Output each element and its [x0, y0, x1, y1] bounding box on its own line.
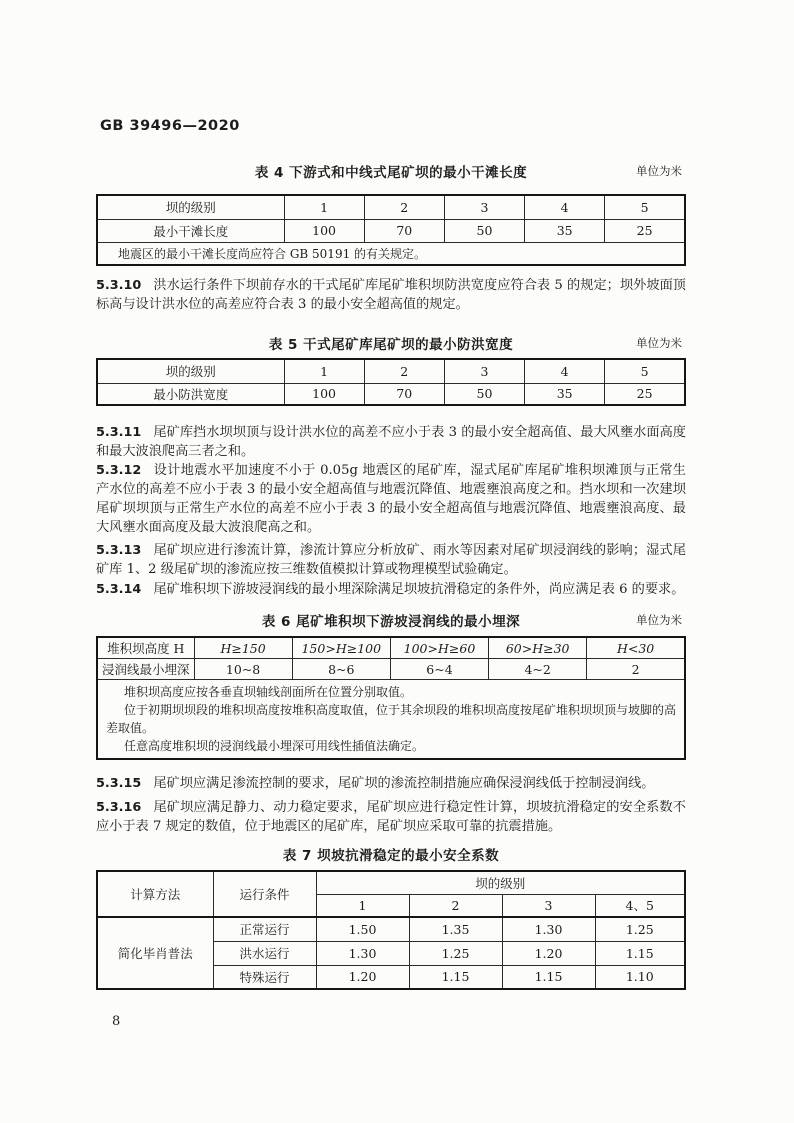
- table7-condition-header: 运行条件: [213, 871, 316, 917]
- clause-5-3-16: [96, 798, 686, 836]
- clause-5-3-15: [96, 774, 686, 793]
- table6-value-cell: 4~2: [489, 659, 587, 680]
- clause-number: 5.3.12: [96, 463, 142, 478]
- table4-value-cell: 35: [525, 219, 605, 242]
- clause-5-3-12: [96, 461, 686, 537]
- table6-header-label: 堆积坝高度 H: [97, 637, 194, 659]
- clause-text: 尾矿库挡水坝坝顶与设计洪水位的高差不应小于表 3 的最小安全超高值、最大风壅水面高度和最大波浪爬高三者之和。: [96, 425, 686, 459]
- table6-caption: 表 6 尾矿堆积坝下游坡浸润线的最小埋深: [261, 614, 521, 630]
- table5-level-cell: 4: [525, 359, 605, 383]
- table5-value-cell: 25: [605, 383, 685, 405]
- table7-value-cell: 1.25: [595, 917, 685, 941]
- table7-method-header: 计算方法: [97, 871, 213, 917]
- table6-phreatic-line-depth: [96, 636, 686, 760]
- table4-caption: 表 4 下游式和中线式尾矿坝的最小干滩长度: [254, 165, 528, 181]
- table5-level-cell: 3: [444, 359, 524, 383]
- table7-condition-cell: 洪水运行: [213, 941, 316, 965]
- table4-level-cell: 4: [525, 195, 605, 219]
- table7-value-cell: 1.15: [502, 965, 595, 989]
- table5-level-cell: 5: [605, 359, 685, 383]
- clause-5-3-14: [96, 580, 686, 599]
- table6-value-cell: 10~8: [194, 659, 292, 680]
- table5-min-flood-width: [96, 358, 686, 406]
- table5-header-label: 坝的级别: [97, 359, 284, 383]
- table4-level-cell: 1: [284, 195, 364, 219]
- table6-note-2: 位于初期坝坝段的堆积坝高度按堆积高度取值，位于其余坝段的堆积坝高度按尾矿堆积坝坝顶与坡脚的高差取值。: [106, 703, 677, 735]
- table-row: [97, 637, 685, 659]
- table4-header-label: 坝的级别: [97, 195, 284, 219]
- table4-value-cell: 25: [605, 219, 685, 242]
- table5-caption: 表 5 干式尾矿库尾矿坝的最小防洪宽度: [268, 337, 514, 353]
- table4-row-label: 最小干滩长度: [97, 219, 284, 242]
- table5-level-cell: 1: [284, 359, 364, 383]
- clause-text: 尾矿坝应满足静力、动力稳定要求，尾矿坝应进行稳定性计算，坝坡抗滑稳定的安全系数不应小于表 7 规定的数值，位于地震区的尾矿库，尾矿坝应采取可靠的抗震措施。: [96, 800, 686, 834]
- clause-text: 尾矿坝应满足渗流控制的要求，尾矿坝的渗流控制措施应确保浸润线低于控制浸润线。: [153, 776, 655, 791]
- table4-level-cell: 2: [364, 195, 444, 219]
- standard-code: GB 39496—2020: [100, 118, 240, 134]
- table-row: [97, 219, 685, 242]
- table4-caption-row: [96, 161, 686, 179]
- table-row: [97, 383, 685, 405]
- clause-number: 5.3.11: [96, 425, 142, 440]
- table7-value-cell: 1.30: [316, 941, 409, 965]
- table7-caption-row: [96, 844, 686, 862]
- table7-condition-cell: 特殊运行: [213, 965, 316, 989]
- table4-note: 地震区的最小干滩长度尚应符合 GB 50191 的有关规定。: [97, 242, 685, 265]
- table6-note-3: 任意高度堆积坝的浸润线最小埋深可用线性插值法确定。: [124, 739, 425, 753]
- table7-value-cell: 1.30: [502, 917, 595, 941]
- table-row: [97, 680, 685, 760]
- table7-value-cell: 1.10: [595, 965, 685, 989]
- table7-value-cell: 1.15: [409, 965, 502, 989]
- table-row: [97, 659, 685, 680]
- table7-value-cell: 1.25: [409, 941, 502, 965]
- table6-range-cell: 150>H≥100: [292, 637, 390, 659]
- table6-value-cell: 2: [587, 659, 685, 680]
- table7-safety-factors: [96, 870, 686, 990]
- table-row: [97, 917, 685, 941]
- clause-number: 5.3.16: [96, 800, 142, 815]
- clause-5-3-11: [96, 423, 686, 461]
- table7-caption: 表 7 坝坡抗滑稳定的最小安全系数: [282, 848, 500, 864]
- table6-notes: [97, 680, 685, 760]
- table5-value-cell: 35: [525, 383, 605, 405]
- table6-range-cell: 60>H≥30: [489, 637, 587, 659]
- table5-row-label: 最小防洪宽度: [97, 383, 284, 405]
- table4-min-dry-beach-length: [96, 194, 686, 266]
- clause-number: 5.3.13: [96, 543, 142, 558]
- table7-level-cell: 3: [502, 894, 595, 917]
- table7-group-header: 坝的级别: [316, 871, 685, 894]
- table5-value-cell: 100: [284, 383, 364, 405]
- table7-level-cell: 1: [316, 894, 409, 917]
- clause-number: 5.3.14: [96, 582, 142, 597]
- table7-level-cell: 2: [409, 894, 502, 917]
- clause-number: 5.3.15: [96, 776, 142, 791]
- clause-text: 洪水运行条件下坝前存水的干式尾矿库尾矿堆积坝防洪宽度应符合表 5 的规定；坝外坡面顶标高与设计洪水位的高差应符合表 3 的最小安全超高值的规定。: [96, 278, 686, 312]
- clause-text: 设计地震水平加速度不小于 0.05g 地震区的尾矿库，湿式尾矿库尾矿堆积坝滩顶与正常生产水位的高差不应小于表 3 的最小安全超高值与地震沉降值、地震壅浪高度之和。挡水坝和一次建坝尾矿坝坝顶与正常生产水位的高差不应小于表 3 的最小安全超高值与地震沉降值、地震壅浪高度、最大风壅水面高度及最大波浪爬高之和。: [96, 463, 686, 535]
- table4-value-cell: 70: [364, 219, 444, 242]
- table4-value-cell: 50: [444, 219, 524, 242]
- table4-unit-label: 单位为米: [636, 164, 682, 178]
- table6-value-cell: 8~6: [292, 659, 390, 680]
- table7-value-cell: 1.35: [409, 917, 502, 941]
- table7-method-cell: 简化毕肖普法: [97, 917, 213, 989]
- table-row: [97, 242, 685, 265]
- table5-unit-label: 单位为米: [636, 336, 682, 350]
- page-number: 8: [112, 1014, 121, 1029]
- table5-level-cell: 2: [364, 359, 444, 383]
- clause-number: 5.3.10: [96, 278, 142, 293]
- table7-level-cell: 4、5: [595, 894, 685, 917]
- clause-text: 尾矿堆积坝下游坡浸润线的最小埋深除满足坝坡抗滑稳定的条件外，尚应满足表 6 的要求。: [153, 582, 685, 597]
- table7-value-cell: 1.20: [502, 941, 595, 965]
- table6-range-cell: H<30: [587, 637, 685, 659]
- clause-5-3-10: [96, 276, 686, 314]
- table4-level-cell: 5: [605, 195, 685, 219]
- table-row: [97, 359, 685, 383]
- table-row: [97, 871, 685, 894]
- table7-value-cell: 1.15: [595, 941, 685, 965]
- table6-row-label: 浸润线最小埋深: [97, 659, 194, 680]
- table6-note-1: 堆积坝高度应按各垂直坝轴线剖面所在位置分别取值。: [124, 685, 413, 699]
- table-row: [97, 195, 685, 219]
- clause-text: 尾矿坝应进行渗流计算，渗流计算应分析放矿、雨水等因素对尾矿坝浸润线的影响；湿式尾矿库 1、2 级尾矿坝的渗流应按三维数值模拟计算或物理模型试验确定。: [96, 543, 686, 577]
- table5-value-cell: 50: [444, 383, 524, 405]
- table4-value-cell: 100: [284, 219, 364, 242]
- table7-condition-cell: 正常运行: [213, 917, 316, 941]
- table6-value-cell: 6~4: [390, 659, 488, 680]
- table7-value-cell: 1.20: [316, 965, 409, 989]
- table7-value-cell: 1.50: [316, 917, 409, 941]
- table5-value-cell: 70: [364, 383, 444, 405]
- clause-5-3-13: [96, 541, 686, 579]
- table5-caption-row: [96, 333, 686, 351]
- table6-range-cell: H≥150: [194, 637, 292, 659]
- table4-level-cell: 3: [444, 195, 524, 219]
- table6-caption-row: [96, 610, 686, 628]
- table6-range-cell: 100>H≥60: [390, 637, 488, 659]
- table6-unit-label: 单位为米: [636, 613, 682, 627]
